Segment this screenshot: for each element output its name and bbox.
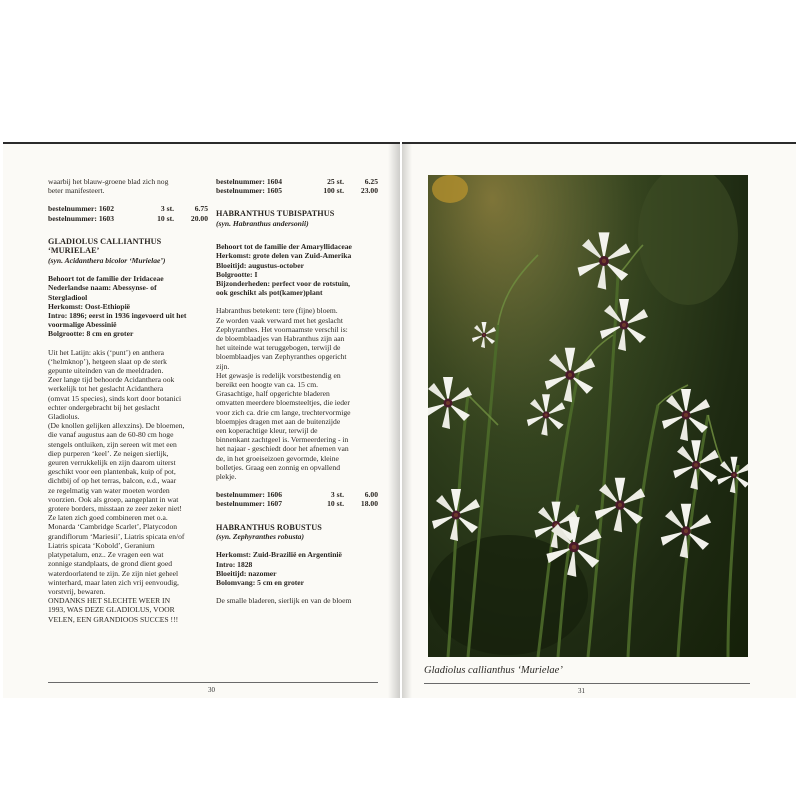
intro-line: waarbij het blauw-groene blad zich nog (48, 177, 169, 186)
photo-caption: Gladiolus callianthus ‘Murielae’ (424, 665, 563, 676)
footer-rule (424, 683, 750, 684)
info-block: Behoort tot de familie der Amaryllidaceae Herkomst: grote delen van Zuid-Amerika Bloeitijd: augustus-october Bolgrootte: I Bijzonderheden: perfect voor de rotstuin, ook geschikt als pot(kamer)plant (216, 242, 352, 298)
flower-photo-icon (428, 175, 748, 657)
page-number: 31 (578, 687, 585, 695)
section-title: ‘MURIELAE’ (48, 246, 100, 256)
section-title: HABRANTHUS ROBUSTUS (216, 522, 322, 532)
order-row: bestelnummer: 1603 10 st. 20.00 (48, 213, 208, 223)
order-row: bestelnummer: 1602 3 st. 6.75 (48, 204, 208, 214)
section-synonym: (syn. Habranthus andersonii) (216, 219, 309, 228)
footer-rule (48, 682, 378, 683)
info-block: Herkomst: Zuid-Brazilië en Argentinië Intro: 1828 Bloeitijd: nazomer Bolomvang: 5 cm en groter (216, 550, 342, 588)
intro-line: beter manifesteert. (48, 186, 105, 196)
order-row: bestelnummer: 1607 10 st. 18.00 (216, 499, 378, 509)
right-column (216, 177, 378, 606)
info-block: Behoort tot de familie der Iridaceae Nederlandse naam: Abessynse- of Stergladiool Herkomst: Oost-Ethiopië Intro: 1896; eerst in 1936 ingevoerd uit het voormalige Abessinië Bolgrootte: 8 cm en groter (48, 274, 187, 339)
section-synonym: (syn. Zephyranthes robusta) (216, 532, 304, 542)
order-row: bestelnummer: 1605 100 st. 23.00 (216, 186, 378, 196)
section-title: HABRANTHUS TUBISPATHUS (216, 209, 335, 219)
right-page (402, 142, 796, 698)
body-text: Uit het Latijn: akis (‘punt’) en anthera (‘helmknop’), hetgeen slaat op de sterk gepunte uiteinden van de meeldraden. Zeer lange tijd behoorde Acidanthera ook werkelijk tot het geslacht Acidanthera (omvat 15 species), sinds kort door botanici echter ondergebracht bij het geslacht Gladiolus. (De knollen gelijken allexzins). De bloemen, die vanaf augustus aan de 60-80 cm hoge stengels ontluiken, zijn sereen wit met een diep purperen ‘keel’. Ze neigen sierlijk, geuren verrukkelijk en zijn daarom uiterst geschikt voor een plantenbak, kuip of pot, dichtbij of op het terras, balcon, e.d., waar ze regelmatig van water moeten worden voorzien. Ook als groep, aangeplant in wat grotere borders, misstaan ze zeer zeker niet! Ze laten zich goed combineren met o.a. Monarda ‘Cambridge Scarlet’, Platycodon grandiflorum ‘Mariesii’, Liatris spicata en/of Liatris spicata ‘Kobold’, Geranium platypetalum, enz.. Ze vragen een wat zonnige standplaats, de grond dient goed waterdoorlatend te zijn. Ze zijn niet geheel winterhard, maar laten zich vrij eenvoudig, vorstvrij, bewaren. ONDANKS HET SLECHTE WEER IN 1993, WAS DEZE GLADIOLUS, VOOR VELEN, EEN GRANDIOOS SUCCES !!! (48, 347, 185, 624)
left-column (48, 177, 208, 624)
flower-photo (428, 175, 748, 657)
page-number: 30 (208, 686, 215, 694)
left-page (3, 142, 400, 698)
section-title: GLADIOLUS CALLIANTHUS (48, 236, 162, 246)
body-text: Habranthus betekent: tere (fijne) bloem. Ze worden vaak verward met het geslacht Zephyranthes. Het voornaamste verschil is: de bloemblaadjes van Habranthus zijn aan het uiteinde wat teruggebogen, terwijl de bloemblaadjes van Zephyranthes opgericht zijn. Het gewasje is redelijk vorstbestendig en bereikt een hoogte van ca. 15 cm. Grasachtige, half opgerichte bladeren omvatten meerdere bloemsteeltjes, die ieder voor zich ca. drie cm lange, trechtervormige bloempjes dragen met aan de buitenzijde een koperachtige kleur, terwijl de binnenkant zachtgeel is. Vermeerdering - in het najaar - geschiedt door het afnemen van de, in het groeiseizoen gevormde, kleine bolletjes. Graag een zonnig en opvallend plekje. (216, 306, 351, 482)
order-row: bestelnummer: 1604 25 st. 6.25 (216, 177, 378, 186)
order-row: bestelnummer: 1606 3 st. 6.00 (216, 490, 378, 500)
section-synonym: (syn. Acidanthera bicolor ‘Murielae’) (48, 256, 166, 265)
body-text: De smalle bladeren, sierlijk en van de bloem (216, 596, 352, 606)
